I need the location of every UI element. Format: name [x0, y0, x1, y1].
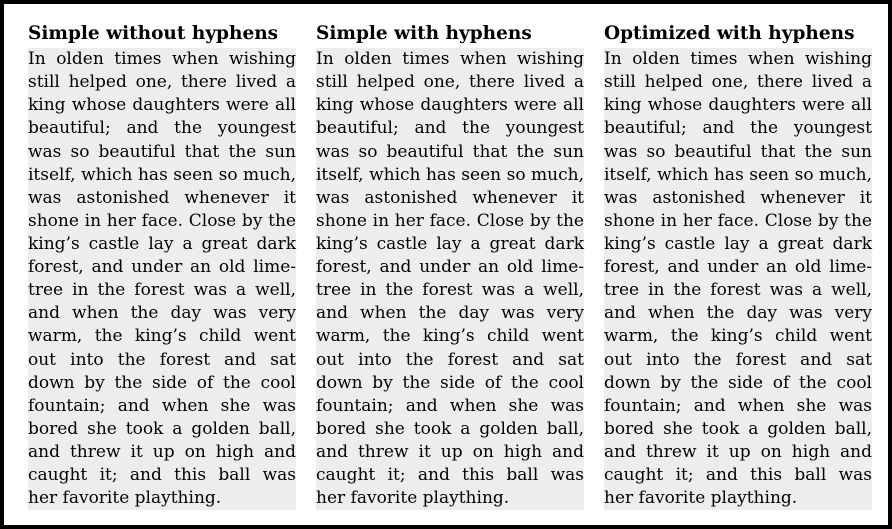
column-simple-without-hyphens: [28, 22, 296, 510]
column-title-optimized-with-hyphens: Optimized with hyphens: [604, 23, 855, 44]
column-text-simple-with-hyphens: In olden times when wishing still helped one, there lived a king whose daughters were all beautiful; and the youngest was so beautiful that the sun itself, which has seen so much, was astonished whenever it shone in her face. Close by the king’s castle lay a great dark forest, and under an old lime-tree in the forest was a well, and when the day was very warm, the king’s child went out into the forest and sat down by the side of the cool fountain; and when she was bored she took a golden ball, and threw it up on high and caught it; and this ball was her favorite plaything.: [316, 48, 584, 510]
column-container: [4, 4, 888, 525]
column-title-simple-without-hyphens: Simple without hyphens: [28, 23, 279, 44]
column-simple-with-hyphens: [316, 22, 584, 510]
column-optimized-with-hyphens: [604, 22, 872, 510]
column-text-simple-without-hyphens: In olden times when wishing still helped one, there lived a king whose daughters were all beautiful; and the youngest was so beautiful that the sun itself, which has seen so much, was astonished whenever it shone in her face. Close by the king’s castle lay a great dark forest, and under an old lime-tree in the forest was a well, and when the day was very warm, the king’s child went out into the forest and sat down by the side of the cool fountain; and when she was bored she took a golden ball, and threw it up on high and caught it; and this ball was her favorite plaything.: [28, 48, 296, 510]
column-text-optimized-with-hyphens: In olden times when wishing still helped one, there lived a king whose daughters were all beautiful; and the youngest was so beautiful that the sun itself, which has seen so much, was astonished whenever it shone in her face. Close by the king’s castle lay a great dark forest, and under an old lime-tree in the forest was a well, and when the day was very warm, the king’s child went out into the forest and sat down by the side of the cool fountain; and when she was bored she took a golden ball, and threw it up on high and caught it; and this ball was her favorite plaything.: [604, 48, 872, 510]
column-title-simple-with-hyphens: Simple with hyphens: [316, 23, 532, 44]
